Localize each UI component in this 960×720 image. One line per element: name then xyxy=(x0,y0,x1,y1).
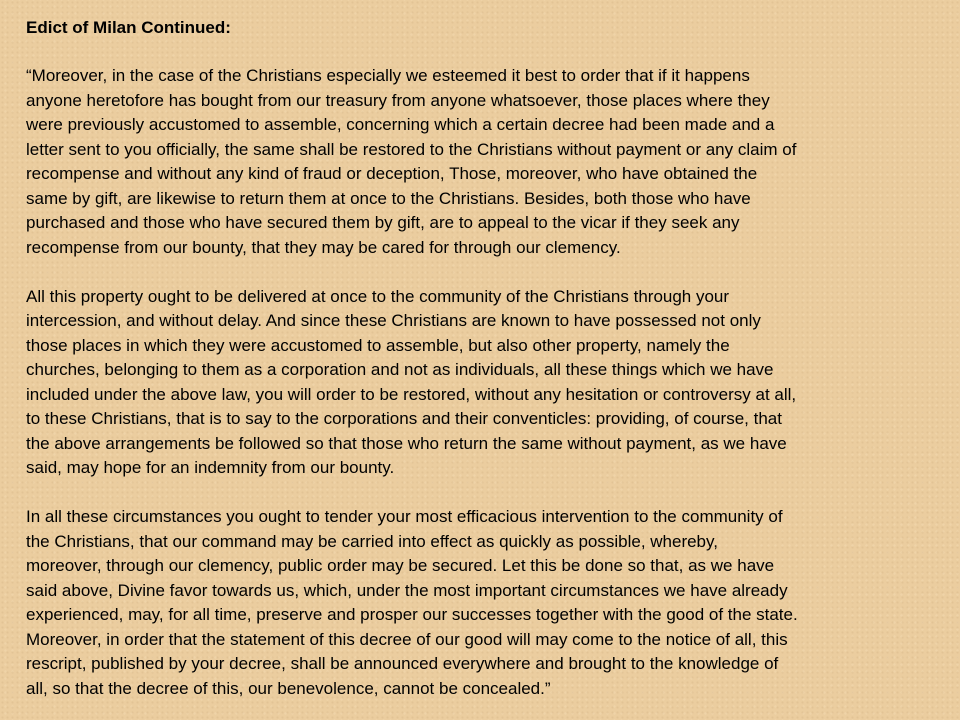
text-line: rescript, published by your decree, shall be announced everywhere and brought to the knowledge of xyxy=(26,654,779,673)
text-line: All this property ought to be delivered at once to the community of the Christians through your xyxy=(26,286,730,306)
text-line: recompense from our bounty, that they may be cared for through our clemency. xyxy=(26,237,621,257)
spacer xyxy=(26,481,944,506)
text-line: included under the above law, you will order to be restored, without any hesitation or controversy at all, xyxy=(26,384,797,404)
text-line: were previously accustomed to assemble, concerning which a certain decree had been made and a xyxy=(26,115,775,134)
text-line: purchased and those who have secured them by gift, are to appeal to the vicar if they seek any xyxy=(26,213,740,232)
text-line: all, so that the decree of this, our benevolence, cannot be concealed.” xyxy=(26,678,551,698)
text-line: churches, belonging to them as a corporation and not as individuals, all these things which we have xyxy=(26,360,774,379)
paragraph-1 xyxy=(26,64,944,260)
text-line: the Christians, that our command may be carried into effect as quickly as possible, whereby, xyxy=(26,531,718,551)
text-line: the above arrangements be followed so that those who return the same without payment, as we have xyxy=(26,433,787,453)
spacer xyxy=(26,40,944,64)
slide-content xyxy=(26,16,944,706)
text-line: said above, Divine favor towards us, which, under the most important circumstances we have already xyxy=(26,580,788,600)
text-line: letter sent to you officially, the same shall be restored to the Christians without payment or any claim of xyxy=(26,139,797,159)
spacer xyxy=(26,260,944,285)
paragraph-2 xyxy=(26,285,944,481)
text-line: experienced, may, for all time, preserve and prosper our successes together with the good of the state. xyxy=(26,605,798,624)
text-line: same by gift, are likewise to return them at once to the Christians. Besides, both those who have xyxy=(26,188,751,208)
slide-title: Edict of Milan Continued: xyxy=(26,18,231,37)
text-line: “Moreover, in the case of the Christians especially we esteemed it best to order that if it happens xyxy=(26,66,750,85)
text-line: In all these circumstances you ought to tender your most efficacious intervention to the community of xyxy=(26,507,783,526)
text-line: recompense and without any kind of fraud or deception, Those, moreover, who have obtained the xyxy=(26,164,758,183)
text-line: said, may hope for an indemnity from our bounty. xyxy=(26,458,395,477)
text-line: moreover, through our clemency, public order may be secured. Let this be done so that, as we have xyxy=(26,556,775,575)
text-line: to these Christians, that is to say to the corporations and their conventicles: providing, of course, that xyxy=(26,409,782,428)
text-line: anyone heretofore has bought from our treasury from anyone whatsoever, those places where they xyxy=(26,90,770,110)
paragraph-3 xyxy=(26,505,944,701)
text-line: those places in which they were accustomed to assemble, but also other property, namely the xyxy=(26,335,730,355)
text-line: intercession, and without delay. And since these Christians are known to have possessed not only xyxy=(26,311,761,330)
text-line: Moreover, in order that the statement of this decree of our good will may come to the notice of all, this xyxy=(26,629,788,649)
